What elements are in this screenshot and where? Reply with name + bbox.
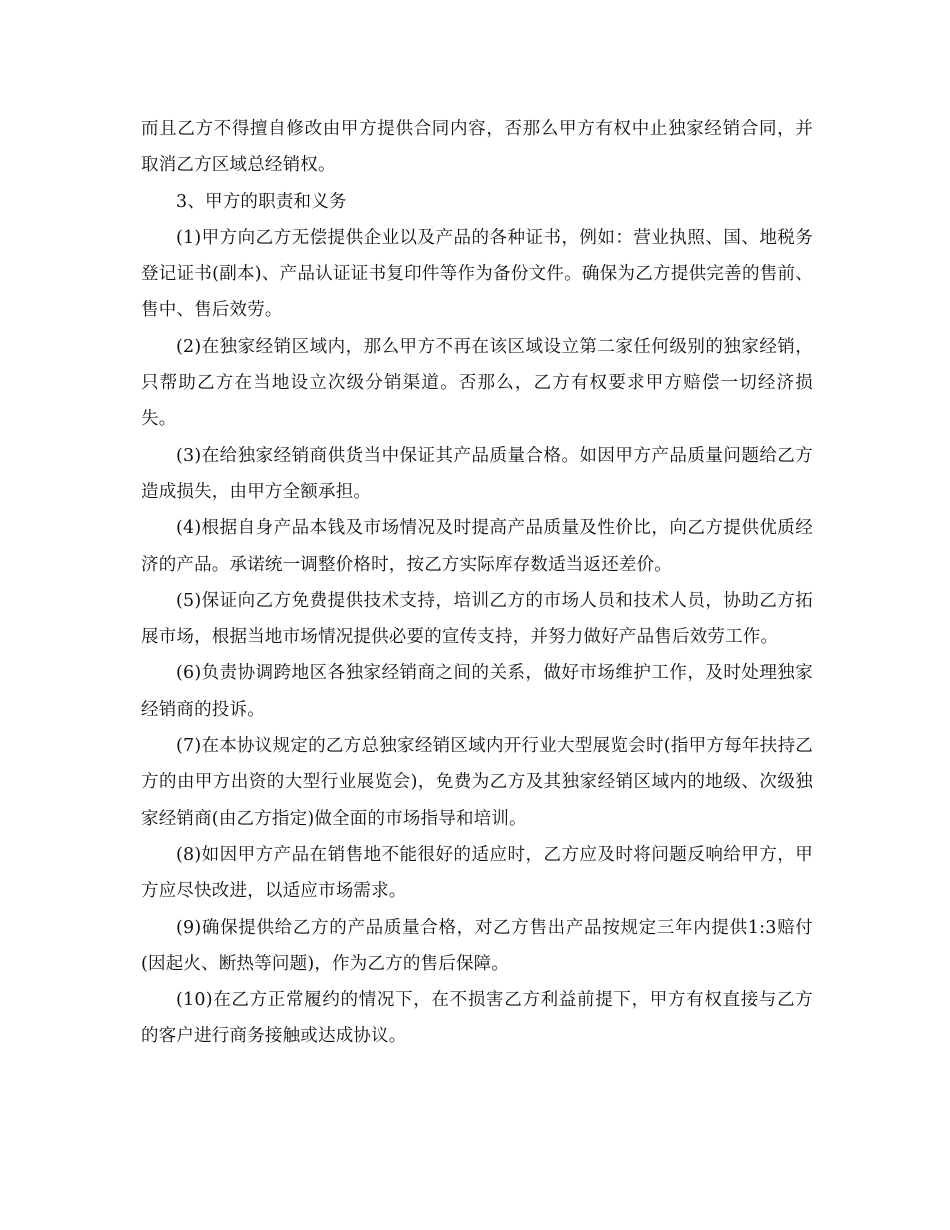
clause-4: (4)根据自身产品本钱及市场情况及时提高产品质量及性价比，向乙方提供优质经济的产品。承诺统一调整价格时，按乙方实际库存数适当返还差价。 [141,518,813,575]
clause-10: (10)在乙方正常履约的情况下，在不损害乙方利益前提下，甲方有权直接与乙方的客户进行商务接触或达成协议。 [141,990,813,1047]
clause-5: (5)保证向乙方免费提供技术支持，培训乙方的市场人员和技术人员，协助乙方拓展市场，根据当地市场情况提供必要的宣传支持，并努力做好产品售后效劳工作。 [141,590,813,648]
section-heading-party-a-duties: 3、甲方的职责和义务 [176,191,347,212]
clause-7: (7)在本协议规定的乙方总独家经销区域内开行业大型展览会时(指甲方每年扶持乙方的由甲方出资的大型行业展览会)，免费为乙方及其独家经销区域内的地级、次级独家经销商(由乙方指定)做全面的市场指导和培训。 [141,736,813,829]
clause-9: (9)确保提供给乙方的产品质量合格，对乙方售出产品按规定三年内提供1:3赔付(因起火、断热等问题)，作为乙方的售后保障。 [141,917,813,974]
document-body [141,111,813,1055]
paragraph-continuation: 而且乙方不得擅自修改由甲方提供合同内容，否那么甲方有权中止独家经销合同，并取消乙方区域总经销权。 [141,119,813,176]
clause-3: (3)在给独家经销商供货当中保证其产品质量合格。如因甲方产品质量问题给乙方造成损失，由甲方全额承担。 [141,445,813,502]
clause-1: (1)甲方向乙方无偿提供企业以及产品的各种证书，例如：营业执照、国、地税务登记证书(副本)、产品认证证书复印件等作为备份文件。确保为乙方提供完善的售前、售中、售后效劳。 [141,227,813,321]
clause-2: (2)在独家经销区域内，那么甲方不再在该区域设立第二家任何级别的独家经销，只帮助乙方在当地设立次级分销渠道。否那么，乙方有权要求甲方赔偿一切经济损失。 [141,336,813,430]
clause-6: (6)负责协调跨地区各独家经销商之间的关系，做好市场维护工作，及时处理独家经销商的投诉。 [141,663,813,720]
clause-8: (8)如因甲方产品在销售地不能很好的适应时，乙方应及时将问题反响给甲方，甲方应尽快改进，以适应市场需求。 [141,844,813,902]
